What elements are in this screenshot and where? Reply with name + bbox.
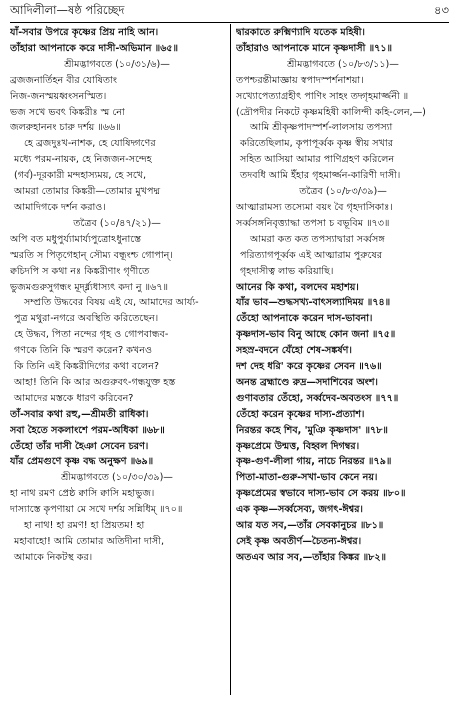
left-text-line: আহা! তিনি কি আর অগুরুবৎ-গন্ধযুক্ত হস্ত bbox=[14, 376, 176, 388]
left-text-line: ভজ সখে ভবৎ কিঙ্করীঃ স্ম নো bbox=[10, 106, 125, 118]
right-text-line: কৃষ্ণ-গুণ-লীলা গায়, নাচে নিরন্তর ॥৭৯॥ bbox=[236, 456, 392, 468]
left-text-line: আমাদিগকে দর্শন করাও। bbox=[14, 201, 106, 213]
left-text-line: আমাদের মস্তকে ধারণ করিবেন? bbox=[14, 392, 134, 404]
left-text-line: কি তিনি এই কিঙ্করীদিগের কথা বলেন? bbox=[14, 361, 159, 373]
left-text-line: দাস্যাস্তে কৃপণায়া মে সখে দর্শয় সন্নিধিম্ ॥৭০॥ bbox=[10, 504, 183, 516]
page-number: ৪৩ bbox=[434, 3, 449, 17]
right-text-line: দশ দেহ ধরি' করে কৃষ্ণের সেবন ॥৭৬॥ bbox=[236, 361, 382, 373]
right-text-line: যাঁর ভাব—শুদ্ধসখ্য-বাৎসল্যাদিময় ॥৭৪॥ bbox=[236, 297, 391, 309]
right-text-line: অতএব আর সব,—তাঁহার কিঙ্কর ॥৮২॥ bbox=[236, 551, 387, 563]
left-text-line: আমরা তোমার কিঙ্করী—তোমার মুখপদ্ম bbox=[14, 186, 161, 198]
right-text-line: দ্বারকাতে রুক্মিণ্যাদি যতেক মহিষী। bbox=[236, 27, 365, 38]
left-text-line: তাঁহারা আপনাকে করে দাসী-অভিমান ॥৬৫॥ bbox=[10, 42, 179, 54]
right-text-line: সর্ব্বসঙ্গনিবৃত্ত্যাদ্ধা তপসা চ বভূবিম ॥৭৩॥ bbox=[236, 217, 390, 229]
right-text-line: পিতা-মাতা-গুরু-সখা-ভাব কেনে নয়। bbox=[236, 472, 378, 484]
running-header bbox=[10, 2, 449, 20]
left-text-line: পুত্র মথুরা-নগরে অবস্থিতি করিতেছেন। bbox=[14, 313, 159, 325]
right-text-line: পরিত্যাগপূর্ব্বক এই আত্মারাম পুরুষের bbox=[240, 249, 383, 261]
right-text-line: সেই কৃষ্ণ অবতীর্ণ—চৈতন্য-ঈশ্বর। bbox=[236, 536, 362, 547]
right-text-line: (দ্রৌপদীর নিকটে কৃষ্ণমহিষী কালিন্দী কহি-লেন,—) bbox=[236, 106, 426, 118]
right-column bbox=[236, 25, 450, 566]
left-text-line: স্মরতি স পিতৃগেহান্ সৌম্য বন্ধূংশ্চ গোপান্। bbox=[10, 249, 173, 261]
left-text-line: ব্রজজনার্তিহন বীর যোষিতাং bbox=[10, 74, 118, 86]
right-text-line: আর যত সব,—তাঁর সেবকানুচর ॥৮১॥ bbox=[236, 520, 384, 532]
right-text-line: কৃষ্ণদাস-ভাব বিনু আছে কোন জনা ॥৭৫॥ bbox=[236, 329, 396, 341]
right-text-line: তপশ্চরন্তীমাজ্ঞায় স্বপাদস্পর্শনাশয়া। bbox=[236, 74, 364, 86]
right-text-line: তাঁহারাও আপনাকে মানে কৃষ্ণদাসী ॥৭১॥ bbox=[236, 42, 393, 54]
left-text-line: মহাবাহো! আমি তোমার অতিদীনা দাসী, bbox=[14, 536, 165, 547]
left-text-line: তাঁ-সবার কথা রহু,—শ্রীমতী রাধিকা। bbox=[10, 408, 149, 420]
right-text-line: গুণাবতার তেঁহো, সর্ব্বদেব-অবতংস ॥৭৭॥ bbox=[236, 392, 399, 404]
right-text-line: তত্রৈব (১০/৮৩/৩৯)— bbox=[299, 186, 387, 198]
left-text-line: যাঁর প্রেমগুণে কৃষ্ণ বদ্ধ অনুক্ষণ ॥৬৯॥ bbox=[10, 456, 154, 468]
column-divider bbox=[230, 24, 231, 695]
right-text-line: সহিত আসিয়া আমার পাণিগ্রহণ করিলেন bbox=[240, 154, 395, 166]
left-text-line: ক্বচিদপি স কথা নঃ কিঙ্করীণাং গৃণীতে bbox=[10, 265, 150, 277]
left-text-line: নিজ-জনস্ময়ধ্বংসনস্মিত। bbox=[10, 90, 107, 102]
right-text-line: তদবধি আমি ইঁহার গৃহমার্জ্জন-কারিণী দাসী। bbox=[240, 170, 401, 182]
left-text-line: হা নাথ! হা রমণ! হা প্রিয়তম! হা bbox=[24, 520, 145, 532]
left-text-line: অপি বত মধুপুর্য্যামার্য্যপুত্রোঽধুনাস্তে bbox=[10, 233, 141, 245]
right-text-line: আত্মারামস্য তস্যেমা বয়ং বৈ গৃহদাসিকাঃ। bbox=[236, 201, 393, 213]
right-text-line: কৃষ্ণপ্রেমে উন্মত্ত, বিহ্বল দিগম্বর। bbox=[236, 440, 360, 452]
right-text-line: তেঁহো করেন কৃষ্ণের দাস্য-প্রত্যাশ। bbox=[236, 408, 365, 420]
header-rule bbox=[10, 22, 449, 23]
left-text-line: ভুজমগুরুসুগন্ধং মূর্দ্ধ্ন্যধাস্যৎ কদা নু ॥৬৭॥ bbox=[10, 281, 168, 293]
left-text-line: আমাকে নিকটস্থ কর। bbox=[14, 551, 93, 563]
left-text-line: হা নাথ রমণ প্রেষ্ঠ ক্বাসি ক্বাসি মহাভুজ। bbox=[10, 488, 155, 500]
right-text-line: নিরন্তর কহে শিব, 'মুঞি কৃষ্ণদাস' ॥৭৮॥ bbox=[236, 424, 388, 436]
left-text-line: সম্প্রতি উদ্ধবের বিষয় এই যে, আমাদের আর্য্য- bbox=[24, 297, 199, 309]
left-text-line: (গর্ব)-দূরকারী মন্দহাস্যময়, হে সখে, bbox=[14, 170, 147, 182]
right-text-line: এক কৃষ্ণ—সর্ব্বসেব্য, জগৎ-ঈশ্বর। bbox=[236, 504, 363, 516]
left-text-line: তত্রৈব (১০/৪৭/২১)— bbox=[73, 217, 161, 229]
right-text-line: আনের কি কথা, বলদেব মহাশয়। bbox=[236, 281, 359, 293]
left-text-line: মধ্যে পরম-নায়ক, হে নিজজন-সন্দেহ bbox=[14, 154, 152, 166]
right-text-line: শ্রীমদ্ভাগবতে (১০/৮৩/১১)— bbox=[287, 58, 399, 70]
left-text-line: হে ব্রজদুঃখ-নাশক, হে যোষিদ্গণের bbox=[24, 138, 156, 150]
left-text-line: জলরুহাননং চারু দর্শয় ॥৬৬॥ bbox=[10, 122, 121, 134]
left-text-line: শ্রীমদ্ভাগবতে (১০/৩১/৬)— bbox=[64, 58, 170, 70]
left-text-line: যাঁ-সবার উপরে কৃষ্ণের প্রিয় নাহি আন। bbox=[10, 27, 159, 38]
right-text-line: অনন্ত ব্রহ্মাণ্ডে রুদ্র—সদাশিবের অংশ। bbox=[236, 376, 378, 388]
left-text-line: হে উদ্ধব, পিতা নন্দের গৃহ ও গোপবান্ধব- bbox=[14, 329, 169, 341]
chapter-title: আদিলীলা—ষষ্ঠ পরিচ্ছেদ bbox=[10, 3, 125, 17]
right-text-line: করিতেছিলাম, কৃপাপূর্ব্বক কৃষ্ণ স্বীয় সখার bbox=[240, 138, 393, 150]
left-text-line: শ্রীমদ্ভাগবতে (১০/৩০/৩৯)— bbox=[61, 472, 173, 484]
right-text-line: গৃহদাসীত্ব লাভ করিয়াছি। bbox=[240, 265, 334, 277]
left-text-line: গণকে তিনি কি স্মরণ করেন? কখনও bbox=[14, 345, 153, 357]
right-text-line: আমরা কত কত তপস্যাদ্বারা সর্ব্বসঙ্গ bbox=[250, 233, 385, 245]
left-text-line: তেঁহো তাঁর দাসী হৈঞা সেবেন চরণ। bbox=[10, 440, 149, 452]
left-column bbox=[10, 25, 224, 566]
right-text-line: সহস্র-বদনে যেঁহো শেষ-সঙ্কর্ষণ। bbox=[236, 345, 352, 357]
right-text-line: কৃষ্ণপ্রেমের স্বভাবে দাস্য-ভাব সে করয় ॥৮০॥ bbox=[236, 488, 406, 500]
right-text-line: তেঁহো আপনাকে করেন দাস-ভাবনা। bbox=[236, 313, 373, 325]
right-text-line: সখ্যোপেত্যাগ্রহীৎ পাণিং সাহং তদ্গৃহমার্জ্জনী ॥ bbox=[236, 90, 409, 102]
left-text-line: সবা হৈতে সকলাংশে পরম-অধিকা ॥৬৮॥ bbox=[10, 424, 165, 436]
right-text-line: আমি শ্রীকৃষ্ণপাদস্পর্শ-লালসায় তপস্যা bbox=[250, 122, 393, 134]
